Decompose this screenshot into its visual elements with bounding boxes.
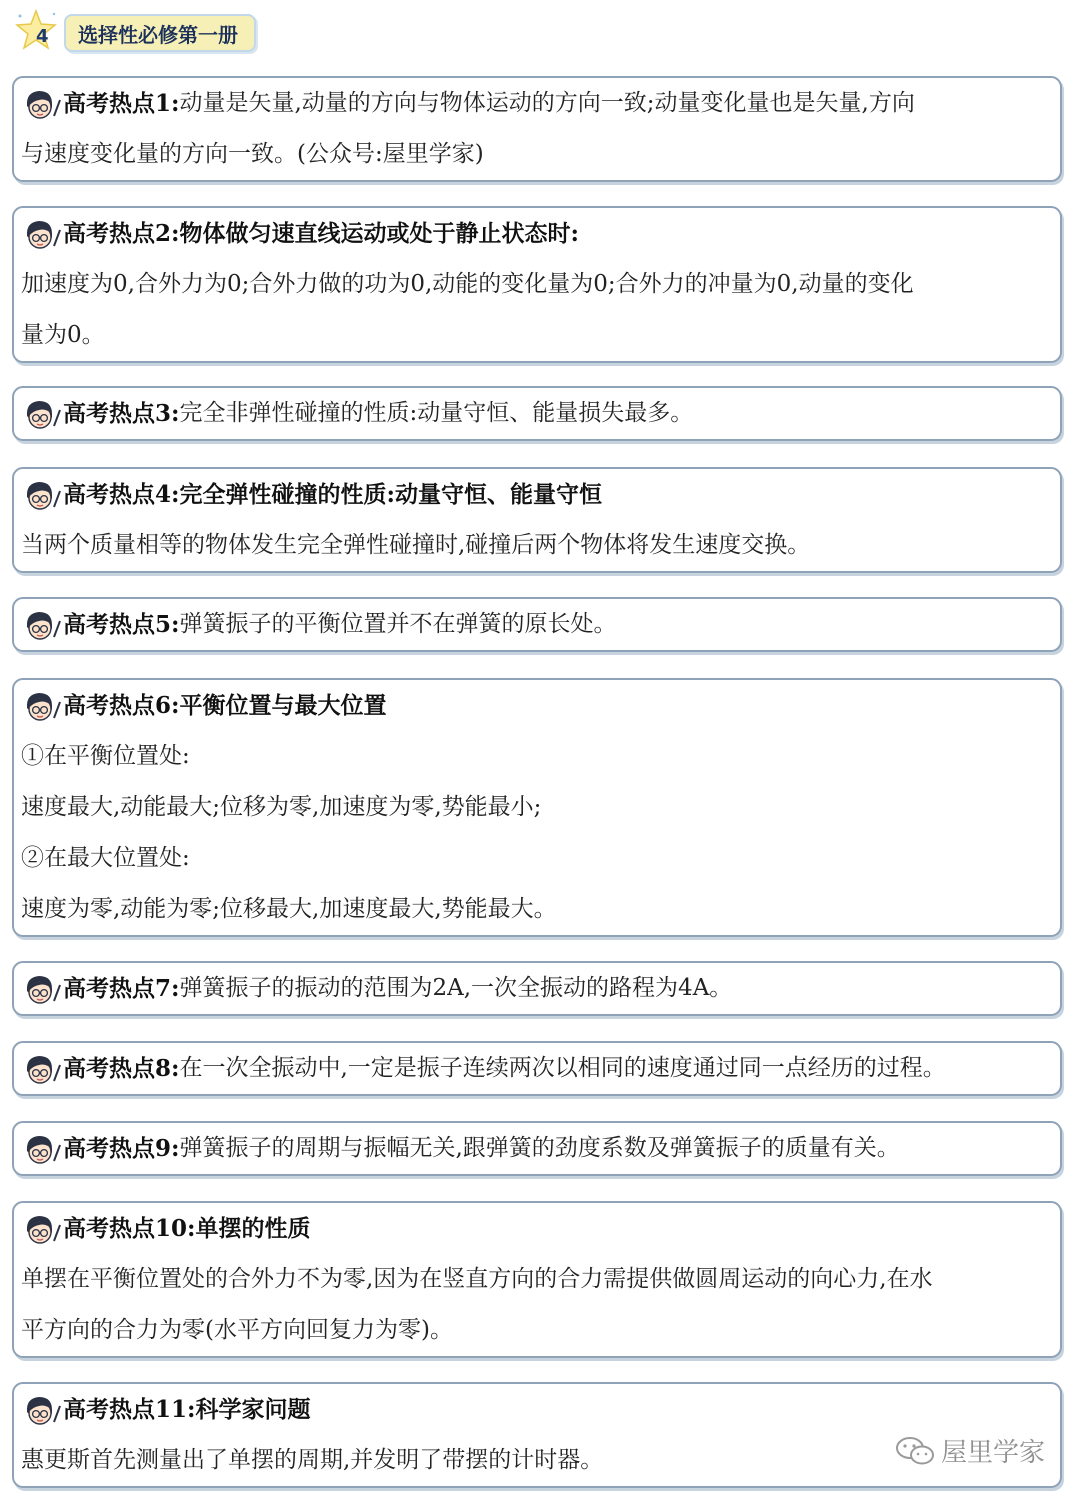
hotspot-heading [21,469,1052,520]
hotspot-label: 高考热点1: [63,90,180,117]
student-avatar-icon [21,1051,63,1087]
hotspot-heading [21,1203,1052,1254]
hotspot-label: 高考热点7: [63,975,180,1002]
hotspot-body-line: 惠更斯首先测量出了单摆的周期,并发明了带摆的计时器。 [21,1447,604,1473]
hotspot-body-line: 量为0。 [21,322,105,348]
hotspot-card-6 [12,678,1062,937]
student-avatar-icon [21,1211,63,1247]
book-title-text: 选择性必修第一册 [78,22,238,47]
hotspot-heading [21,78,1052,129]
hotspot-card-7 [12,961,1062,1016]
hotspot-text: 弹簧振子的周期与振幅无关,跟弹簧的劲度系数及弹簧振子的质量有关。 [179,1135,900,1161]
student-avatar-icon [21,971,63,1007]
hotspot-body-line: 当两个质量相等的物体发生完全弹性碰撞时,碰撞后两个物体将发生速度交换。 [21,532,811,558]
hotspot-heading [21,1043,1052,1094]
wechat-icon [895,1435,935,1467]
chapter-number: 4 [36,26,49,47]
hotspot-heading [21,963,1052,1014]
hotspot-label: 高考热点6: [63,692,180,719]
hotspot-card-1 [12,76,1062,182]
watermark-text: 屋里学家 [941,1438,1046,1468]
hotspot-label: 高考热点9: [63,1135,180,1162]
hotspot-text: 弹簧振子的平衡位置并不在弹簧的原长处。 [179,611,617,637]
hotspot-body-line: 单摆在平衡位置处的合外力不为零,因为在竖直方向的合力需提供做圆周运动的向心力,在水 [21,1266,933,1292]
hotspot-heading [21,1123,1052,1174]
hotspot-title: 平衡位置与最大位置 [179,692,387,719]
student-avatar-icon [21,1131,63,1167]
hotspot-label: 高考热点4: [63,481,180,508]
hotspot-heading [21,388,1052,439]
student-avatar-icon [21,1392,63,1428]
hotspot-body-line: 速度最大,动能最大;位移为零,加速度为零,势能最小; [21,794,542,820]
hotspot-body-line: ②在最大位置处: [21,845,190,871]
watermark [895,1432,1045,1469]
student-avatar-icon [21,86,63,122]
hotspot-heading [21,208,1052,259]
book-title [64,14,256,52]
hotspot-title: 单摆的性质 [195,1215,311,1242]
hotspot-label: 高考热点3: [63,400,180,427]
hotspot-card-8 [12,1041,1062,1096]
hotspot-card-2 [12,206,1062,363]
hotspot-body-line: 与速度变化量的方向一致。(公众号:屋里学家) [21,141,484,167]
hotspot-heading [21,680,1052,731]
hotspot-text: 动量是矢量,动量的方向与物体运动的方向一致;动量变化量也是矢量,方向 [179,90,915,116]
student-avatar-icon [21,607,63,643]
hotspot-card-3 [12,386,1062,441]
hotspot-body-line: 加速度为0,合外力为0;合外力做的功为0,动能的变化量为0;合外力的冲量为0,动量的变化 [21,271,914,297]
hotspot-card-9 [12,1121,1062,1176]
hotspot-text: 弹簧振子的振动的范围为2A,一次全振动的路程为4A。 [179,975,733,1001]
hotspot-body-line: 平方向的合力为零(水平方向回复力为零)。 [21,1317,453,1343]
hotspot-body-line: ①在平衡位置处: [21,743,190,769]
hotspot-card-4 [12,467,1062,573]
chapter-header [14,8,264,54]
hotspot-label: 高考热点11: [63,1396,196,1423]
hotspot-title: 物体做匀速直线运动或处于静止状态时: [179,220,579,247]
hotspot-label: 高考热点5: [63,611,180,638]
student-avatar-icon [21,216,63,252]
hotspot-title: 完全弹性碰撞的性质:动量守恒、能量守恒 [179,481,602,508]
hotspot-title: 科学家问题 [195,1396,311,1423]
hotspot-card-10 [12,1201,1062,1358]
hotspot-label: 高考热点2: [63,220,180,247]
hotspot-label: 高考热点8: [63,1055,180,1082]
hotspot-heading [21,599,1052,650]
student-avatar-icon [21,477,63,513]
student-avatar-icon [21,688,63,724]
hotspot-heading [21,1384,1052,1435]
hotspot-card-5 [12,597,1062,652]
hotspot-body-line: 速度为零,动能为零;位移最大,加速度最大,势能最大。 [21,896,557,922]
student-avatar-icon [21,396,63,432]
hotspot-label: 高考热点10: [63,1215,196,1242]
hotspot-text: 在一次全振动中,一定是振子连续两次以相同的速度通过同一点经历的过程。 [179,1055,946,1081]
hotspot-text: 完全非弹性碰撞的性质:动量守恒、能量损失最多。 [179,400,694,426]
